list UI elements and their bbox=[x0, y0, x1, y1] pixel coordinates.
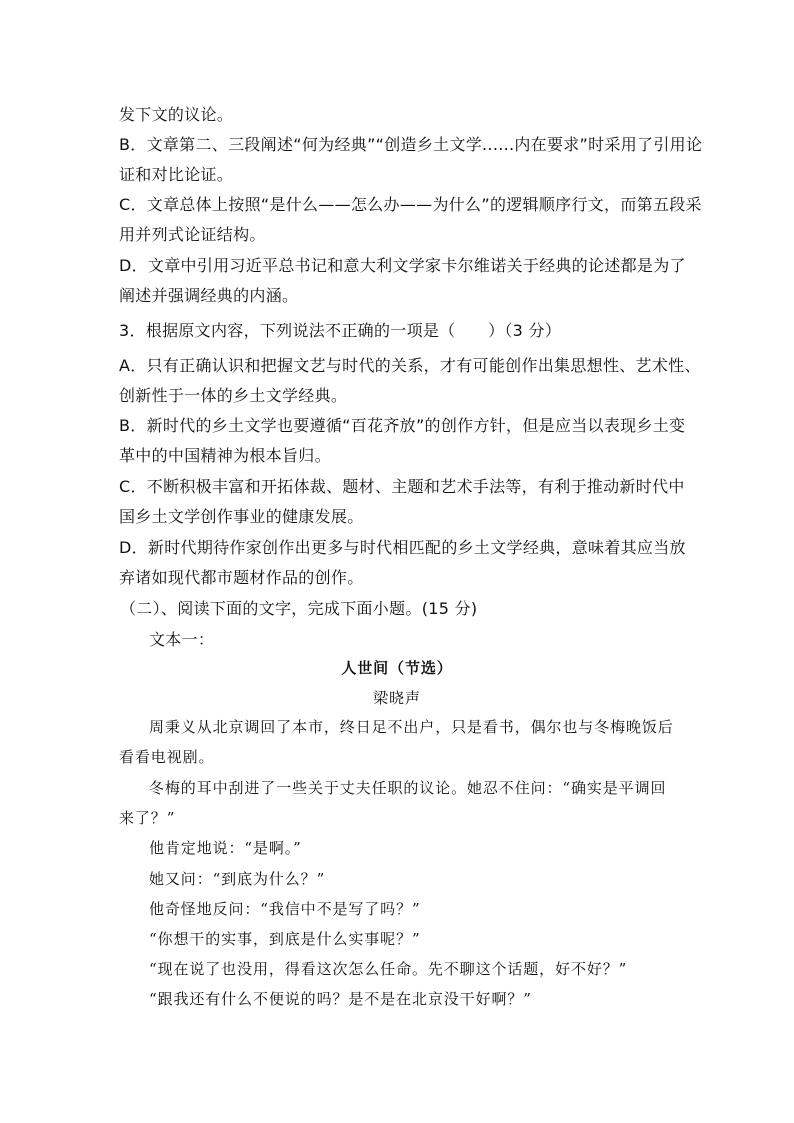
dialogue-line: “现在说了也没用，得看这次怎么任命。先不聊这个话题，好不好？” bbox=[149, 960, 628, 978]
para1-line2: 看看电视剧。 bbox=[119, 748, 215, 766]
q3-option-c-line2: 国乡土文学创作事业的健康发展。 bbox=[119, 507, 364, 526]
q3-option-d-line2: 弃诸如现代都市题材作品的创作。 bbox=[119, 568, 364, 587]
text1-label: 文本一： bbox=[149, 630, 215, 649]
q2-option-b-line1: B．文章第二、三段阐述“何为经典”“创造乡土文学......内在要求”时采用了引用论 bbox=[119, 135, 703, 154]
q3-option-a-line2: 创新性于一体的乡土文学经典。 bbox=[119, 386, 348, 405]
q2-option-d-line2: 阐述并强调经典的内涵。 bbox=[119, 286, 299, 305]
dialogue-line: 她又问：“到底为什么？” bbox=[149, 870, 326, 888]
dialogue-line: 他奇怪地反问：“我信中不是写了吗？” bbox=[149, 900, 421, 918]
q3-option-a-line1: A．只有正确认识和把握文艺与时代的关系，才有可能创作出集思想性、艺术性、 bbox=[119, 356, 701, 375]
section-heading: （二）、阅读下面的文字，完成下面小题。(15 分) bbox=[120, 599, 478, 618]
q3-option-d-line1: D．新时代期待作家创作出更多与时代相匹配的乡土文学经典，意味着其应当放 bbox=[119, 538, 686, 557]
para2-line1: 冬梅的耳中刮进了一些关于丈夫任职的议论。她忍不住问：“确实是平调回 bbox=[149, 779, 667, 797]
q2-option-d-line1: D．文章中引用习近平总书记和意大利文学家卡尔维诺关于经典的论述都是为了 bbox=[119, 256, 686, 275]
para1-line1: 周秉义从北京调回了本市，终日足不出户，只是看书，偶尔也与冬梅晚饭后 bbox=[149, 718, 674, 736]
q2-option-c-line1: C．文章总体上按照“是什么——怎么办——为什么”的逻辑顺序行文，而第五段采 bbox=[119, 195, 702, 214]
dialogue-line: “跟我还有什么不便说的吗？是不是在北京没干好啊？” bbox=[149, 990, 532, 1008]
q2-continuation-line: 发下文的议论。 bbox=[119, 105, 234, 124]
passage-title: 人世间（节选） bbox=[341, 659, 453, 677]
para2-line2: 来了？” bbox=[119, 809, 176, 827]
q3-option-c-line1: C．不断积极丰富和开拓体裁、题材、主题和艺术手法等，有利于推动新时代中 bbox=[119, 477, 685, 496]
passage-author: 梁晓声 bbox=[373, 689, 421, 707]
q3-option-b-line2: 革中的中国精神为根本旨归。 bbox=[119, 446, 331, 465]
q2-option-b-line2: 证和对比论证。 bbox=[119, 165, 234, 184]
dialogue-line: 他肯定地说：“是啊。” bbox=[149, 839, 302, 857]
dialogue-line: “你想干的实事，到底是什么实事呢？” bbox=[149, 930, 421, 948]
q3-stem: 3．根据原文内容，下列说法不正确的一项是（ ）（3 分） bbox=[119, 321, 562, 340]
q3-option-b-line1: B．新时代的乡土文学也要遵循“百花齐放”的创作方针，但是应当以表现乡土变 bbox=[119, 416, 686, 435]
q2-option-c-line2: 用并列式论证结构。 bbox=[119, 225, 266, 244]
